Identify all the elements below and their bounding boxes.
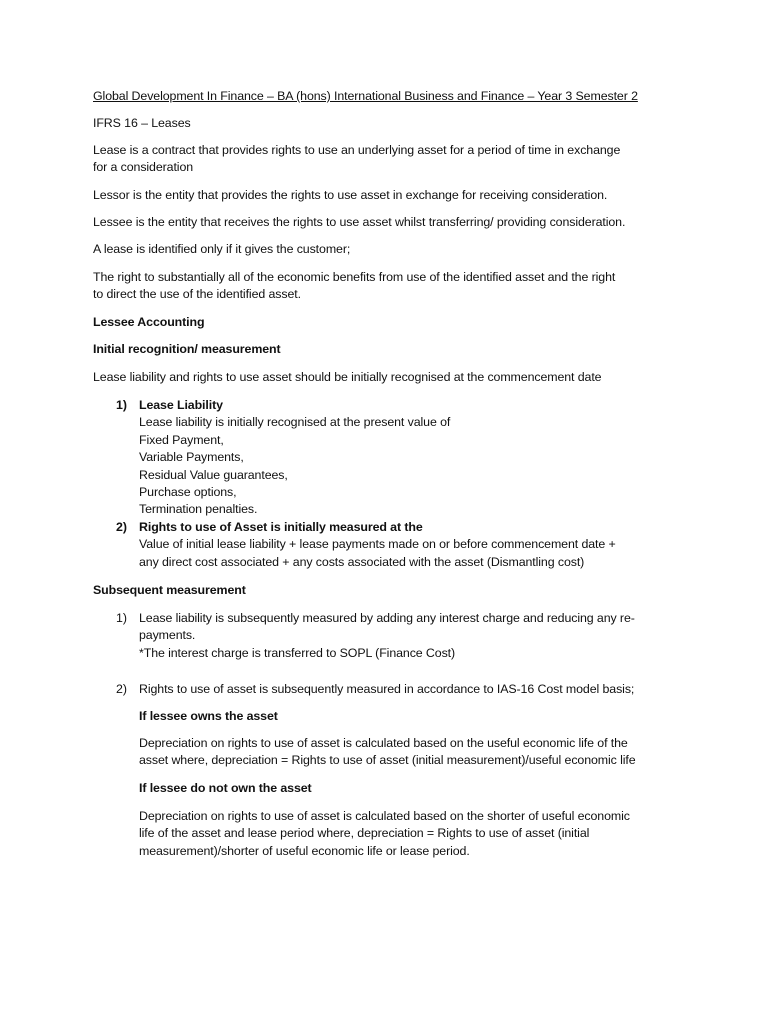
list-number: 2) (116, 682, 128, 696)
owns-asset-line: asset where, depreciation = Rights to use of asset (initial measurement)/useful economic life (139, 753, 636, 768)
right-statement-line-1: The right to substantially all of the economic benefits from use of the identified asset and the right (93, 270, 616, 284)
list-number: 1) (116, 398, 128, 412)
initial-recognition-heading: Initial recognition/ measurement (93, 342, 281, 356)
list-number: 2) (116, 520, 128, 534)
list-item-subsequent-lease-liability (139, 610, 699, 662)
list-item-subsequent-rights: Rights to use of asset is subsequently measured in accordance to IAS-16 Cost model basis; (139, 682, 635, 696)
not-own-asset-text (139, 808, 699, 860)
owns-asset-text (139, 735, 699, 770)
owns-asset-heading: If lessee owns the asset (139, 709, 278, 723)
list-item-line: Lease liability is subsequently measured by adding any interest charge and reducing any re- (139, 611, 635, 625)
not-own-asset-line: Depreciation on rights to use of asset is calculated based on the shorter of useful economic (139, 809, 630, 823)
list-item-line: Variable Payments, (139, 450, 244, 465)
list-item-line: Fixed Payment, (139, 432, 224, 447)
list-item-title: Lease Liability (139, 398, 223, 412)
right-statement (93, 269, 683, 304)
list-item-line: *The interest charge is transferred to SOPL (Finance Cost) (139, 645, 456, 660)
list-item-line: any direct cost associated + any costs associated with the asset (Dismantling cost) (139, 554, 585, 569)
list-item-title: Rights to use of Asset is initially measured at the (139, 520, 423, 534)
lessor-definition: Lessor is the entity that provides the rights to use asset in exchange for receiving consideration. (93, 188, 608, 202)
not-own-asset-heading: If lessee do not own the asset (139, 781, 312, 795)
lease-definition-line-1: Lease is a contract that provides rights to use an underlying asset for a period of time in exchange (93, 143, 621, 157)
list-item-line: Termination penalties. (139, 502, 258, 517)
lessee-accounting-heading: Lessee Accounting (93, 315, 205, 329)
not-own-asset-line: measurement)/shorter of useful economic life or lease period. (139, 843, 470, 858)
lease-definition-line-2: for a consideration (93, 160, 194, 175)
right-statement-line-2: to direct the use of the identified asset. (93, 287, 301, 302)
list-item-lease-liability (139, 397, 699, 519)
list-item-line: Residual Value guarantees, (139, 467, 288, 482)
owns-asset-line: Depreciation on rights to use of asset is calculated based on the useful economic life of the (139, 736, 628, 750)
list-number: 1) (116, 611, 128, 625)
document-header: Global Development In Finance – BA (hons) International Business and Finance – Year 3 Semester 2 (93, 89, 638, 103)
list-item-line: Purchase options, (139, 485, 237, 500)
initial-recognition-text: Lease liability and rights to use asset should be initially recognised at the commencement date (93, 370, 602, 384)
list-item-line: Value of initial lease liability + lease payments made on or before commencement date + (139, 537, 616, 552)
lease-identified-text: A lease is identified only if it gives the customer; (93, 242, 351, 256)
lessee-definition: Lessee is the entity that receives the rights to use asset whilst transferring/ providing consideration. (93, 215, 626, 229)
topic-title: IFRS 16 – Leases (93, 116, 191, 130)
not-own-asset-line: life of the asset and lease period where, depreciation = Rights to use of asset (initial (139, 826, 590, 841)
list-item-rights-to-use (139, 519, 699, 571)
subsequent-measurement-heading: Subsequent measurement (93, 583, 246, 597)
lease-definition (93, 142, 683, 177)
list-item-line: payments. (139, 628, 196, 643)
list-item-line: Lease liability is initially recognised at the present value of (139, 415, 451, 430)
